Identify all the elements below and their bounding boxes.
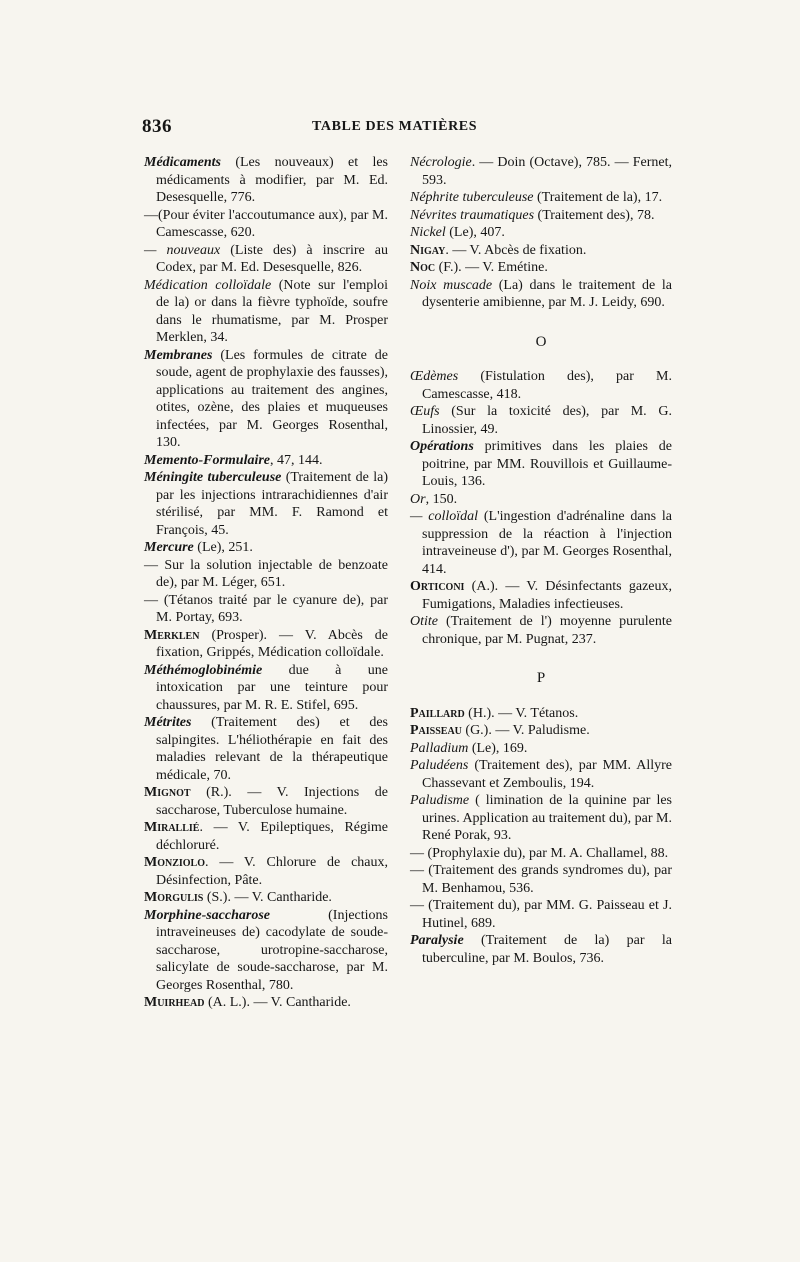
entry-text: (A. L.). — V. Cantharide. [204,995,351,1010]
entry-text: primitives dans les plaies de poitrine, par MM. Rouvillois et Guillaume-Louis, 136. [422,439,672,489]
entry-headword: Mercure [144,540,194,555]
index-entry [410,259,672,277]
entry-headword: Méningite tuberculeuse [144,470,282,485]
entry-text: (Traitement des), 78. [534,207,655,223]
entry-headword: Nickel [410,225,446,240]
index-entry [144,557,388,592]
entry-headword: Métrites [144,715,192,730]
index-entry [410,403,672,438]
entry-text: ( limination de la quinine par les urines. Application au traitement du), par M. René Porak, 93. [422,793,672,843]
entry-text: — (Traitement du), par MM. G. Paisseau et J. Hutinel, 689. [410,898,672,931]
entry-headword: Membranes [144,347,213,363]
index-entry [410,438,672,491]
entry-headword: Œdèmes [410,369,459,384]
entry-text: . — V. Epileptiques, Régime déchloruré. [156,820,388,853]
index-entry [144,714,388,784]
entry-headword: Noc [410,260,436,275]
entry-headword: Paludisme [410,793,470,808]
entry-text: — (Prophylaxie du), par M. A. Challamel, 88. [410,845,669,861]
index-entry [410,368,672,403]
entry-headword: Morgulis [144,890,204,905]
entry-headword: Monziolo [144,855,206,870]
index-entry [144,242,388,277]
entry-text: (Traitement de la) par les injections intrarachidiennes d'air stérilisé, par MM. F. Ramond et François, 45. [156,470,388,538]
index-entry [144,347,388,452]
entry-headword: Paludéens [410,758,469,773]
right-column-p-entries [410,705,672,968]
entry-text: (Fistulation des), par M. Camescasse, 418. [422,369,672,402]
entry-text: (Note sur l'emploi de la) or dans la fièvre typhoïde, soufre dans le rhumatisme, par M. Prosper Merklen, 34. [156,277,389,345]
section-letter-p: P [536,670,546,686]
entry-text: (Sur la toxicité des), par M. G. Linossier, 49. [422,404,672,437]
index-entry [410,705,672,723]
index-entry [144,819,388,854]
entry-headword: Palladium [410,740,469,756]
left-column [144,154,388,1012]
entry-text: (Traitement de la) par la tuberculine, par M. Boulos, 736. [422,933,672,966]
index-entry [144,889,388,907]
entry-headword: Morphine-saccharose [144,907,271,923]
index-entry [410,932,672,967]
entry-text: (Le), 251. [193,540,253,555]
entry-text: (Les formules de citrate de soude, agent de prophylaxie des fausses), applications au traitement des angines, otites, ozène, des plaies et muqueuses infectées, par M. Georges Rosenthal, 130. [156,347,388,450]
entry-text: (Traitement de l') moyenne purulente chronique, par M. Pugnat, 237. [422,614,672,647]
entry-text: due à une intoxication par une teinture pour chaussures, par M. R. E. Stifel, 695. [156,662,388,713]
entry-text: (Traitement de la), 17. [533,190,663,205]
page-header [142,116,672,140]
index-entry [144,662,388,715]
entry-headword: Muirhead [144,995,205,1010]
entry-headword: Nécrologie [410,155,472,170]
entry-text: (Liste des) à inscrire au Codex, par M. Ed. Desesquelle, 826. [156,242,389,275]
entry-headword: Opérations [410,439,474,454]
index-entry [144,854,388,889]
index-entry [410,242,672,260]
index-entry [410,613,672,648]
index-entry [144,469,388,539]
entry-headword: Orticoni [410,579,465,594]
index-entry [144,207,388,242]
entry-text: — Sur la solution injectable de benzoate de), par M. Léger, 651. [144,557,388,590]
index-entry [144,592,388,627]
index-entry [144,627,388,662]
entry-headword: Paisseau [410,723,462,738]
entry-headword: Névrites traumatiques [410,207,535,223]
entry-text: (Traitement des) et des salpingites. L'héliothérapie en fait des maladies relevant de la thérapeutique médicale, 70. [156,715,388,783]
entry-text: (F.). — V. Emétine. [435,260,548,275]
entry-headword: Paillard [410,705,465,721]
index-entry [144,154,388,207]
entry-text: (Les nouveaux) et les médicaments à modifier, par M. Ed. Desesquelle, 776. [156,155,388,205]
entry-headword: Memento-Formulaire [144,452,271,468]
entry-text: , 47, 144. [270,452,323,468]
entry-headword: Nigay [410,242,446,258]
entry-headword: Médicaments [144,155,221,170]
entry-text: (A.). — V. Désinfectants gazeux, Fumigations, Maladies infectieuses. [422,579,672,612]
entry-headword: Mignot [144,785,191,800]
index-entry [410,508,672,578]
index-entry [410,189,672,207]
index-entry [410,722,672,740]
index-entry [410,491,672,509]
entry-text: (G.). — V. Paludisme. [461,723,590,738]
entry-text: . — Doin (Octave), 785. — Fernet, 593. [422,155,672,188]
entry-text: (H.). — V. Tétanos. [464,705,579,721]
entry-headword: Noix muscade [410,277,493,293]
entry-headword: Néphrite tuberculeuse [410,190,534,205]
entry-text: (Injections intraveineuses de) cacodylate de soude-saccharose, urotropine-saccharose, salicylate de soude-saccharose, par M. Georges Rosenthal, 780. [156,907,388,993]
index-entry [144,784,388,819]
index-entry [410,792,672,845]
entry-headword: Merklen [144,627,200,643]
index-entry [144,539,388,557]
entry-headword: Otite [410,614,438,629]
index-entry [410,277,672,312]
index-entry [144,907,388,995]
entry-text: . — V. Chlorure de chaux, Désinfection, Pâte. [156,855,388,888]
index-entry [410,897,672,932]
entry-headword: Or [410,491,426,507]
entry-headword: Paralysie [410,933,464,948]
entry-text: (Le), 407. [445,225,505,240]
index-entry [410,224,672,242]
entry-text: (Le), 169. [468,740,528,756]
right-column-n-entries [410,154,672,312]
section-letter-o: O [535,333,547,350]
entry-text: . — V. Abcès de fixation. [445,242,587,258]
index-entry [144,994,388,1012]
entry-headword: — nouveaux [144,242,221,258]
entry-text: (S.). — V. Cantharide. [203,890,332,905]
running-title: TABLE DES MATIÈRES [312,119,478,134]
entry-headword: — colloïdal [410,509,479,524]
right-column-o-entries [410,368,672,648]
page-number: 836 [142,116,172,137]
entry-text: (R.). — V. Injections de saccharose, Tuberculose humaine. [156,785,388,818]
entry-text: (L'ingestion d'adrénaline dans la suppression de la réaction à l'injection intraveineuse d'), par M. Georges Rosenthal, 414. [422,509,672,577]
entry-headword: Mirallié [144,820,200,835]
entry-headword: Médication colloïdale [144,277,272,293]
entry-text: —(Pour éviter l'accoutumance aux), par M. Camescasse, 620. [144,207,388,240]
entry-text: — (Traitement des grands syndromes du), par M. Benhamou, 536. [410,863,672,896]
right-column [410,154,672,967]
index-entry [410,578,672,613]
index-entry [410,740,672,758]
entry-text: (Traitement des), par MM. Allyre Chassevant et Zemboulis, 194. [422,758,672,791]
index-entry [144,452,388,470]
index-entry [410,154,672,189]
entry-text: (La) dans le traitement de la dysenterie amibienne, par M. J. Leidy, 690. [422,277,672,310]
index-entry [144,277,388,347]
index-entry [410,845,672,863]
entry-text: , 150. [425,491,458,507]
entry-headword: Méthémoglobinémie [144,662,263,678]
index-entry [410,207,672,225]
index-entry [410,862,672,897]
entry-text: — (Tétanos traité par le cyanure de), par M. Portay, 693. [144,592,388,625]
entry-text: (Prosper). — V. Abcès de fixation, Grippés, Médication colloïdale. [156,627,388,660]
index-entry [410,757,672,792]
entry-headword: Œufs [410,404,440,419]
